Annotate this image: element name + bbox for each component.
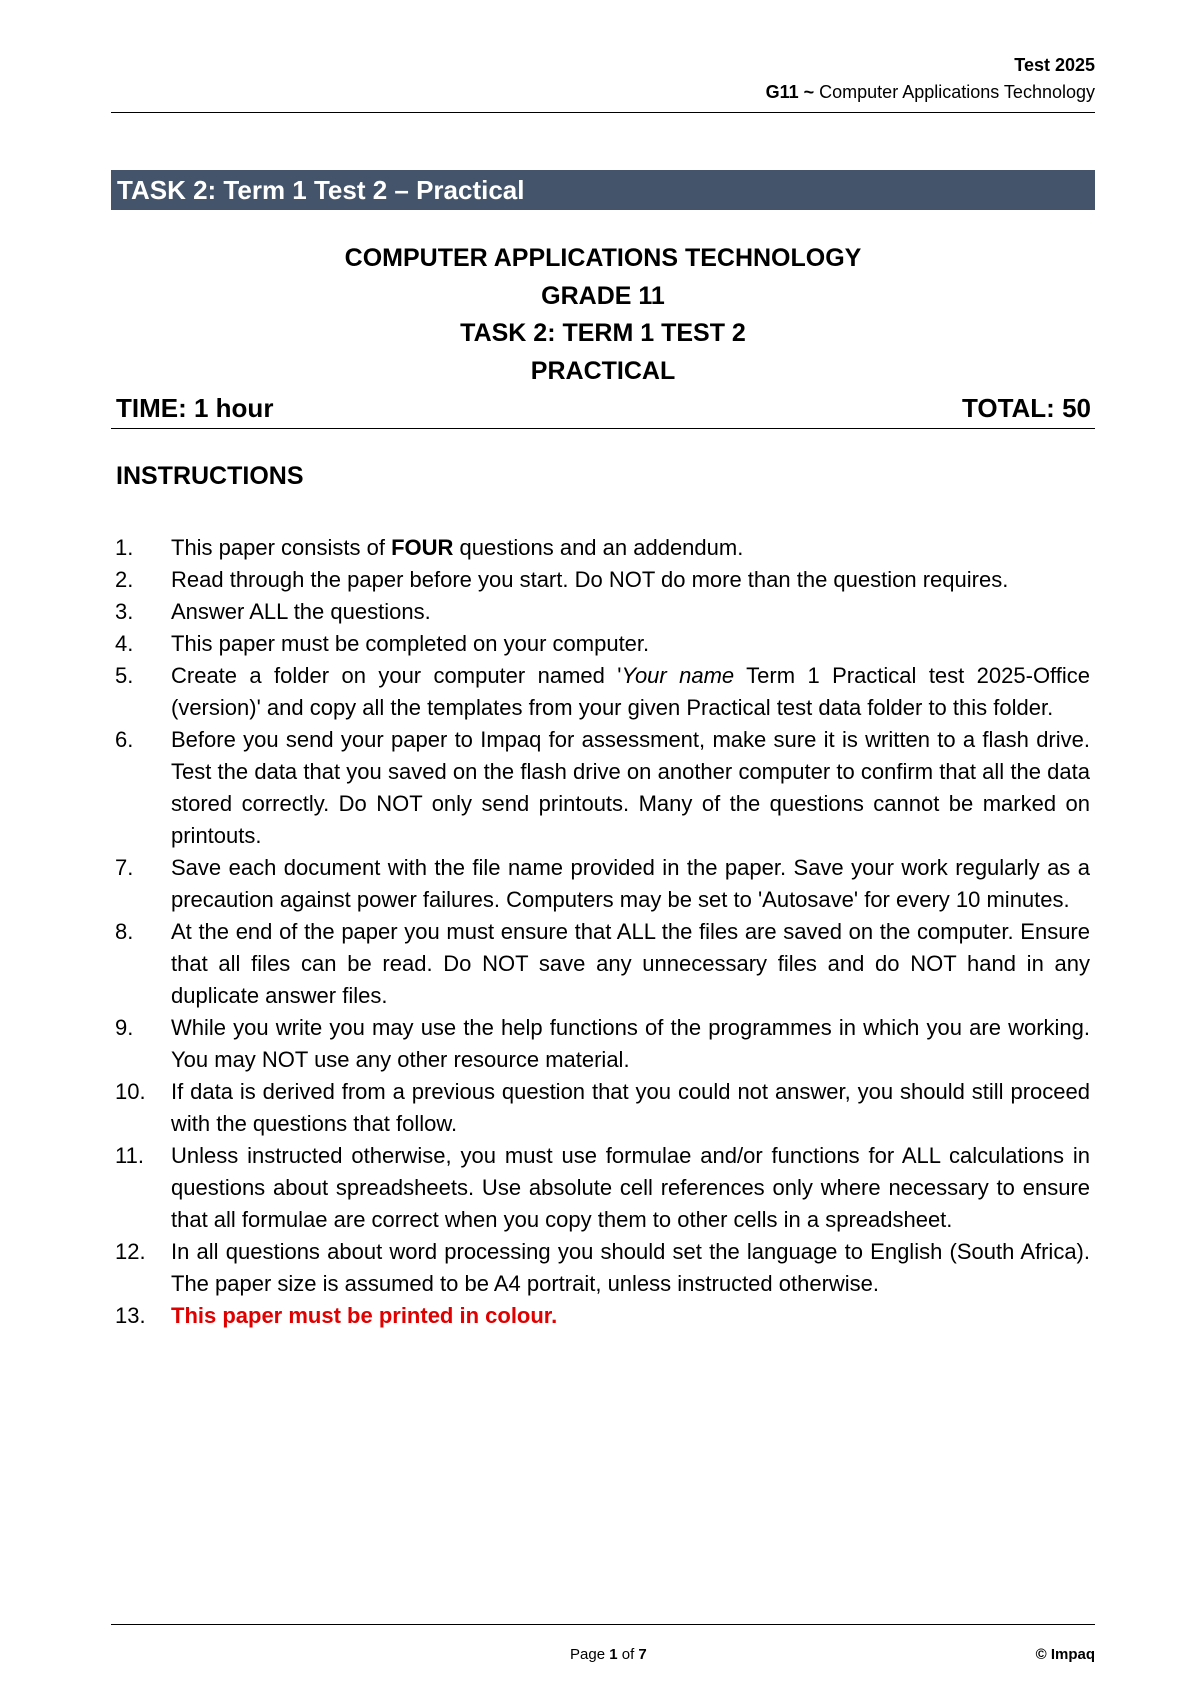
header-rule (111, 112, 1095, 113)
header-test-year: Test 2025 (1014, 55, 1095, 75)
colour-warning: This paper must be printed in colour. (171, 1303, 558, 1328)
title-task: TASK 2: TERM 1 TEST 2 (460, 319, 746, 347)
list-item: 1. This paper consists of FOUR questions and an addendum. (115, 535, 744, 560)
footer-rule (111, 1624, 1095, 1625)
list-item: 13. This paper must be printed in colour. (115, 1303, 558, 1328)
instructions-list (115, 532, 1090, 1332)
title-block (111, 240, 1095, 390)
instructions-heading: INSTRUCTIONS (116, 462, 304, 490)
list-item: 9. While you write you may use the help functions of the programmes in which you are working. You may NOT use any other resource material. (115, 1015, 1090, 1072)
list-item: 8. At the end of the paper you must ensure that ALL the files are saved on the computer. Ensure that all files can be read. Do NOT save any unnecessary files and do NOT hand in any duplicate answer files. (115, 919, 1090, 1008)
page-number: Page 1 of 7 (570, 1646, 647, 1663)
total-label: TOTAL: 50 (961, 393, 1091, 423)
list-item: 11. Unless instructed otherwise, you must use formulae and/or functions for ALL calculations in questions about spreadsheets. Use absolute cell references only where necessary to ensure that all formulae are correct when you copy them to other cells in a spreadsheet. (115, 1143, 1090, 1232)
list-item: 2. Read through the paper before you start. Do NOT do more than the question requires. (115, 567, 1009, 592)
page-header (766, 52, 1095, 106)
title-subject: COMPUTER APPLICATIONS TECHNOLOGY (344, 244, 862, 272)
list-item: 12. In all questions about word processing you should set the language to English (South Africa). The paper size is assumed to be A4 portrait, unless instructed otherwise. (115, 1239, 1090, 1296)
list-item: 5. Create a folder on your computer named 'Your name Term 1 Practical test 2025-Office (version)' and copy all the templates from your given Practical test data folder to this folder. (115, 663, 1091, 720)
header-grade: G11 ~ (765, 82, 815, 102)
list-item: 3. Answer ALL the questions. (115, 599, 431, 624)
copyright: © Impaq (1035, 1646, 1095, 1663)
list-item: 7. Save each document with the file name provided in the paper. Save your work regularly as a precaution against power failures. Computers may be set to 'Autosave' for every 10 minutes. (115, 855, 1090, 912)
time-label: TIME: 1 hour (116, 393, 274, 423)
title-type: PRACTICAL (530, 356, 676, 385)
list-item: 6. Before you send your paper to Impaq for assessment, make sure it is written to a flash drive. Test the data that you saved on the flash drive on another computer to confirm that all the data stored correctly. Do NOT only send printouts. Many of the questions cannot be marked on printouts. (115, 727, 1090, 848)
title-grade: GRADE 11 (541, 281, 665, 310)
time-total-row (116, 391, 1091, 425)
title-rule (111, 428, 1095, 429)
task-banner: TASK 2: Term 1 Test 2 – Practical (111, 170, 1095, 210)
header-subject-line (766, 79, 1095, 106)
list-item: 10. If data is derived from a previous question that you could not answer, you should still proceed with the questions that follow. (115, 1079, 1090, 1136)
header-subject: Computer Applications Technology (819, 82, 1095, 102)
list-item: 4. This paper must be completed on your computer. (115, 631, 650, 656)
